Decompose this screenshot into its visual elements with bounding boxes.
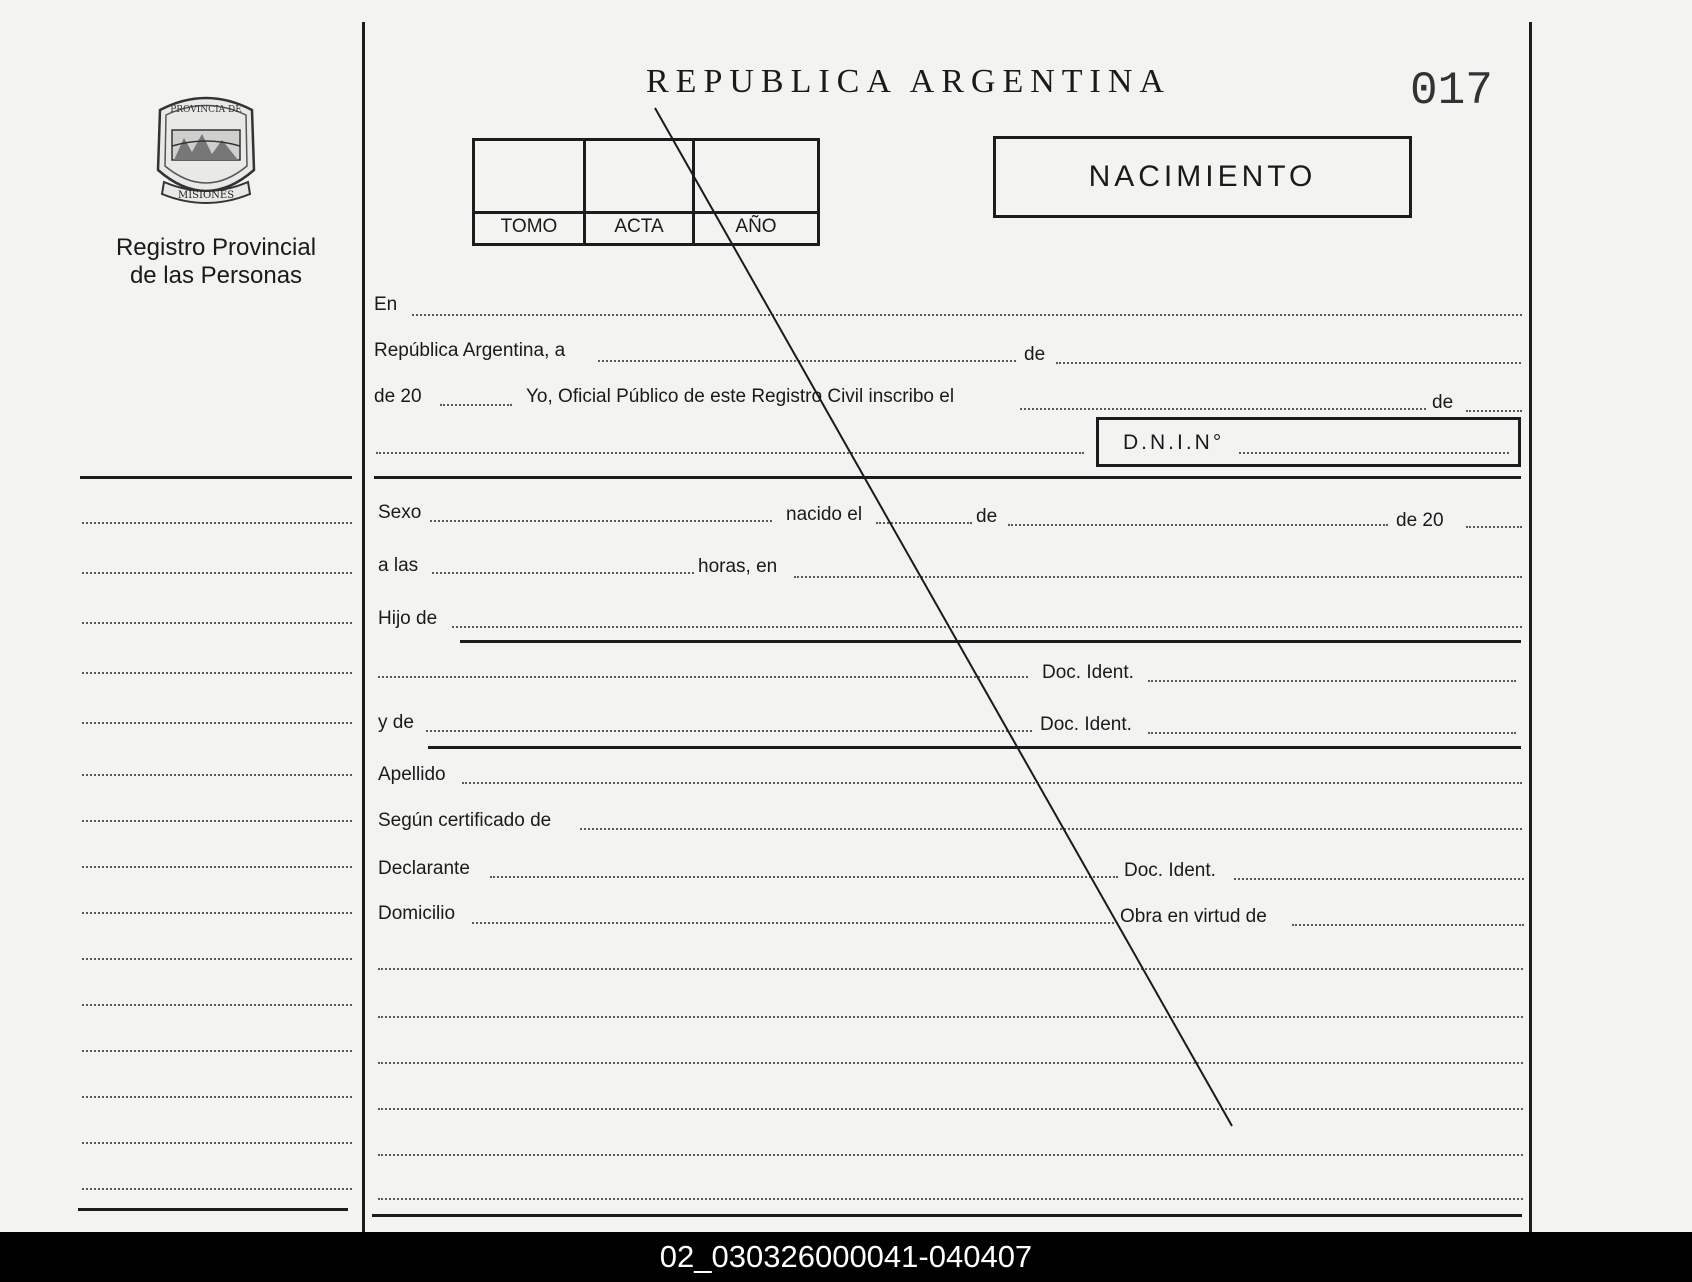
tomo-label: TOMO [500,216,558,237]
label-de-1: de [1024,344,1046,365]
label-hijo-de: Hijo de [378,608,438,629]
label-en: En [374,294,398,315]
svg-text:PROVINCIA DE: PROVINCIA DE [170,105,242,115]
scan-id: 02_030326000041-040407 [659,1239,1033,1274]
label-doc-ident-1: Doc. Ident. [1042,662,1134,683]
label-dni: D.N.I.N° [1123,431,1225,454]
label-de-3: de [976,506,998,527]
label-yo-oficial: Yo, Oficial Público de este Registro Civil inscribo el [526,386,955,407]
label-doc-ident-3: Doc. Ident. [1124,860,1216,881]
label-apellido: Apellido [378,764,446,785]
label-domicilio: Domicilio [378,903,456,924]
label-sexo: Sexo [378,502,422,523]
label-doc-ident-2: Doc. Ident. [1040,714,1132,735]
svg-text:MISIONES: MISIONES [177,190,235,201]
label-y-de: y de [378,712,414,733]
label-de20-1: de 20 [374,386,422,407]
document-type-title: NACIMIENTO [1088,160,1317,193]
label-nacido-el: nacido el [786,504,863,525]
label-republica: República Argentina, a [374,340,566,361]
serial-number: 017 [1410,65,1493,117]
label-obra: Obra en virtud de [1120,906,1267,927]
label-de20-2: de 20 [1396,510,1444,531]
acta-label: ACTA [614,216,664,237]
label-horas-en: horas, en [698,556,778,577]
label-de-2: de [1432,392,1454,413]
label-a-las: a las [378,555,419,576]
scan-id-bar [0,1232,1692,1282]
country-title: REPUBLICA ARGENTINA [646,63,1171,100]
anio-label: AÑO [735,216,777,237]
label-segun: Según certificado de [378,810,552,831]
registry-line-2: de las Personas [129,262,303,289]
label-declarante: Declarante [378,858,470,879]
registry-line-1: Registro Provincial [115,234,317,261]
